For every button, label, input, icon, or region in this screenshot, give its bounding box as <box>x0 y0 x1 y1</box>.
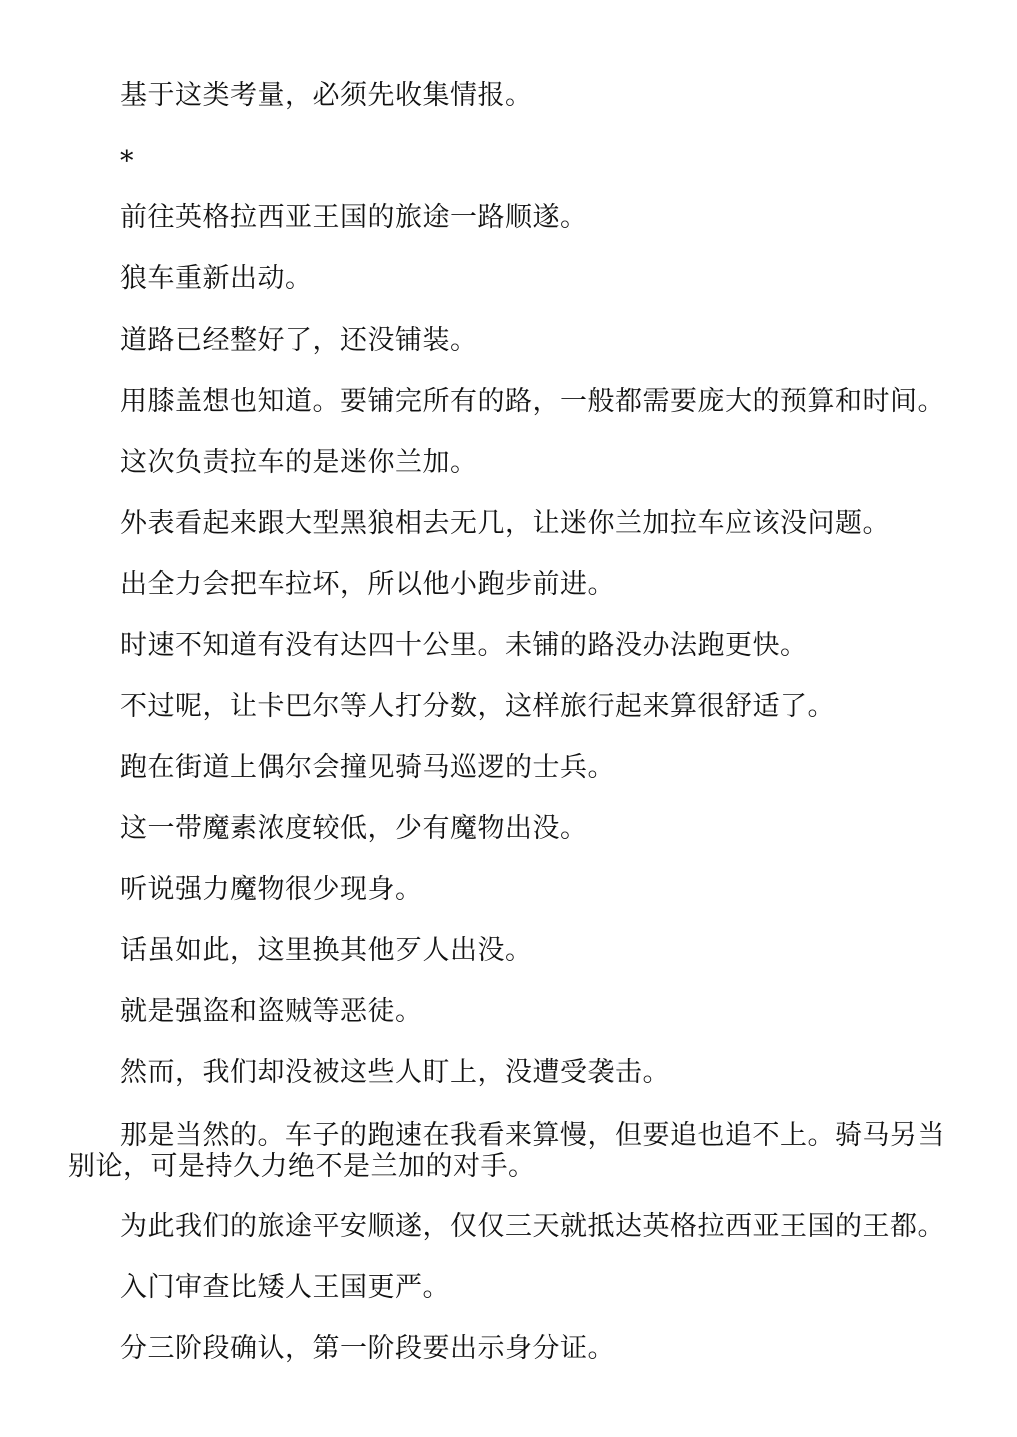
paragraph: 话虽如此，这里换其他歹人出没。 <box>120 935 533 966</box>
paragraph: 前往英格拉西亚王国的旅途一路顺遂。 <box>120 202 588 233</box>
paragraph: 分三阶段确认，第一阶段要出示身分证。 <box>120 1333 615 1364</box>
paragraph: 那是当然的。车子的跑速在我看来算慢，但要追也追不上。骑马另当别论，可是持久力绝不是兰加的对手。 <box>68 1120 945 1182</box>
paragraph: 听说强力魔物很少现身。 <box>120 874 423 905</box>
paragraph: 时速不知道有没有达四十公里。未铺的路没办法跑更快。 <box>120 630 808 661</box>
paragraph: 这次负责拉车的是迷你兰加。 <box>120 447 478 478</box>
paragraph: 基于这类考量，必须先收集情报。 <box>120 80 533 111</box>
paragraph: 入门审查比矮人王国更严。 <box>120 1272 450 1303</box>
paragraph: 用膝盖想也知道。要铺完所有的路，一般都需要庞大的预算和时间。 <box>120 386 945 417</box>
paragraph: 为此我们的旅途平安顺遂，仅仅三天就抵达英格拉西亚王国的王都。 <box>120 1211 945 1242</box>
paragraph: 就是强盗和盗贼等恶徒。 <box>120 996 423 1027</box>
paragraph: 不过呢，让卡巴尔等人打分数，这样旅行起来算很舒适了。 <box>120 691 835 722</box>
paragraph: 道路已经整好了，还没铺装。 <box>120 325 478 356</box>
paragraph: 外表看起来跟大型黑狼相去无几，让迷你兰加拉车应该没问题。 <box>120 508 890 539</box>
paragraph: 这一带魔素浓度较低，少有魔物出没。 <box>120 813 588 844</box>
paragraph: 跑在街道上偶尔会撞见骑马巡逻的士兵。 <box>120 752 615 783</box>
paragraph: 然而，我们却没被这些人盯上，没遭受袭击。 <box>120 1057 670 1088</box>
paragraph: 出全力会把车拉坏，所以他小跑步前进。 <box>120 569 615 600</box>
paragraph: 狼车重新出动。 <box>120 263 313 294</box>
section-separator: * <box>120 146 134 177</box>
